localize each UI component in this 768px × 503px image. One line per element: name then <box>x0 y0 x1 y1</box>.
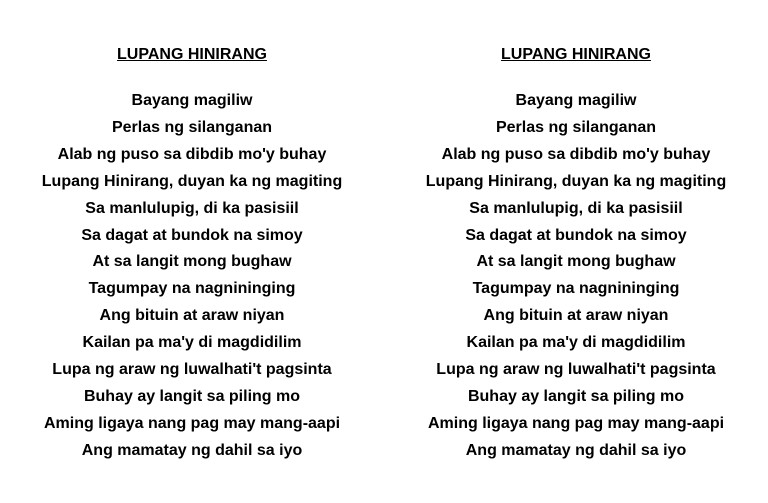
lyric-line: Perlas ng silanganan <box>111 118 273 136</box>
left-lyrics-column <box>0 44 384 465</box>
lyric-line: Sa dagat at bundok na simoy <box>465 226 687 244</box>
lyric-line: Ang bituin at araw niyan <box>483 307 669 325</box>
lyric-line: Lupang Hinirang, duyan ka ng magiting <box>41 172 343 190</box>
lyric-line: Buhay ay langit sa piling mo <box>467 387 685 405</box>
lyric-line: At sa langit mong bughaw <box>92 253 292 271</box>
lyric-line: Aming ligaya nang pag may mang-aapi <box>427 414 725 432</box>
lyric-line: At sa langit mong bughaw <box>476 253 676 271</box>
lyric-line: Alab ng puso sa dibdib mo'y buhay <box>57 145 327 163</box>
lyric-line: Buhay ay langit sa piling mo <box>83 387 301 405</box>
lyric-line: Sa manlulupig, di ka pasisiil <box>85 199 299 217</box>
lyric-line: Lupa ng araw ng luwalhati't pagsinta <box>436 361 716 379</box>
lyric-line: Tagumpay na nagnininging <box>472 280 680 298</box>
lyric-line: Ang mamatay ng dahil sa iyo <box>465 441 687 459</box>
right-lyrics-column <box>384 44 768 465</box>
left-title: LUPANG HINIRANG <box>117 46 267 63</box>
lyric-line: Alab ng puso sa dibdib mo'y buhay <box>441 145 711 163</box>
lyric-line: Lupa ng araw ng luwalhati't pagsinta <box>52 361 332 379</box>
right-title: LUPANG HINIRANG <box>501 46 651 63</box>
lyric-line: Sa manlulupig, di ka pasisiil <box>469 199 683 217</box>
lyric-line: Ang mamatay ng dahil sa iyo <box>81 441 303 459</box>
lyric-line: Tagumpay na nagnininging <box>88 280 296 298</box>
lyric-line: Ang bituin at araw niyan <box>99 307 285 325</box>
lyric-line: Aming ligaya nang pag may mang-aapi <box>43 414 341 432</box>
lyric-line: Perlas ng silanganan <box>495 118 657 136</box>
lyric-line: Bayang magiliw <box>131 92 253 109</box>
right-lyrics-lines <box>384 88 768 465</box>
left-lyrics-lines <box>0 88 384 465</box>
lyric-line: Sa dagat at bundok na simoy <box>81 226 303 244</box>
lyric-line: Kailan pa ma'y di magdidilim <box>82 334 302 352</box>
lyric-line: Lupang Hinirang, duyan ka ng magiting <box>425 172 727 190</box>
lyric-line: Bayang magiliw <box>515 92 637 109</box>
lyric-line: Kailan pa ma'y di magdidilim <box>466 334 686 352</box>
